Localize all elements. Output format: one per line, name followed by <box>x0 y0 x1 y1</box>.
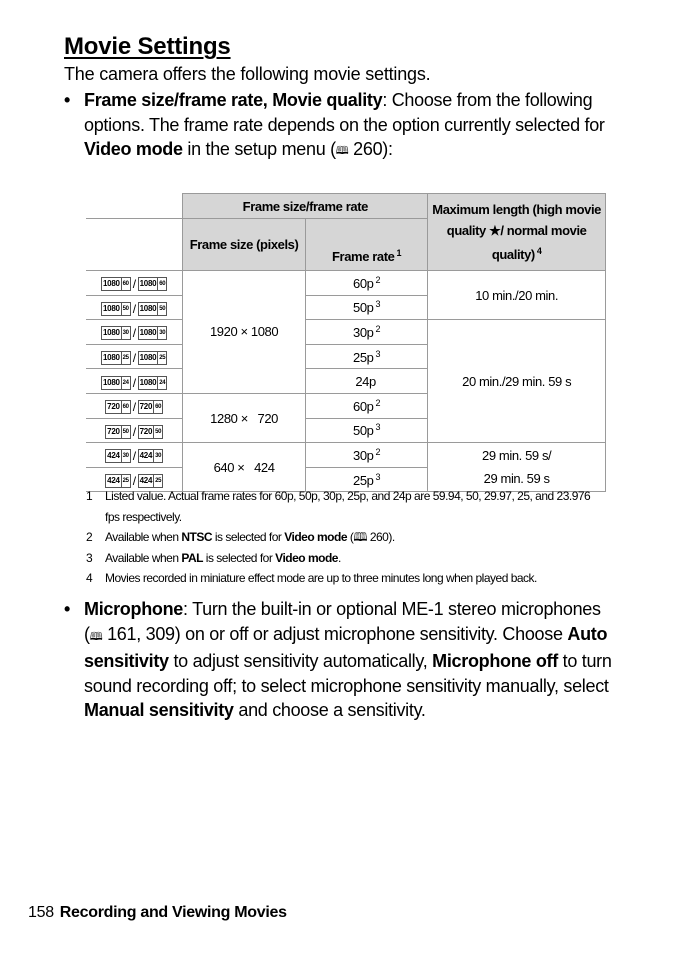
max-length-line: 29 min. 59 s <box>483 471 550 487</box>
footnote <box>86 486 606 527</box>
frame-size-cell: 1920 × 1080 <box>183 271 305 394</box>
video-mode-label: Video mode <box>84 139 183 159</box>
bullet-text: and choose a sensitivity. <box>233 700 426 720</box>
movie-settings-table <box>86 193 606 492</box>
footnote-number: 4 <box>86 571 93 585</box>
page-title: Movie Settings <box>64 33 231 60</box>
movie-1080-icon: 1080 50 <box>138 302 168 316</box>
bullet-text: : Choose from the following options. The frame rate depends on the option currently selected for <box>84 90 605 135</box>
bullet-label: Microphone <box>84 599 183 619</box>
frame-rate-cell: 30p $^2$ <box>305 320 427 345</box>
book-icon: 🕮 <box>89 629 103 643</box>
bullet-frame-size <box>84 88 614 162</box>
movie-1080-icon: 1080 25 <box>101 351 131 365</box>
footnote <box>86 568 606 589</box>
movie-1080-icon: 1080 60 <box>138 277 168 291</box>
bullet-text: in the setup menu ( <box>182 139 336 159</box>
movie-1080-icon: 1080 25 <box>138 351 168 365</box>
footnote <box>86 548 606 569</box>
header-frame-size-rate: Frame size/frame rate <box>183 194 428 219</box>
auto-sensitivity-label: Auto sensitivity <box>84 623 608 671</box>
bullet-text: : Turn the built-in or optional ME-1 stereo microphones ( <box>84 599 601 644</box>
page-footer <box>28 904 287 922</box>
frame-size-cell: 1280 × 720 <box>183 393 305 442</box>
movie-size-icons: 1080 50 / 1080 50 <box>103 301 166 316</box>
footnote-number: 3 <box>86 550 93 565</box>
footnote-text: . <box>337 550 341 565</box>
footnote-number: 2 <box>86 530 93 544</box>
max-length-cell: 10 min./20 min. <box>428 271 606 320</box>
frame-rate-cell: 25p $^3$ <box>305 467 427 492</box>
footnote-text: is selected for <box>212 530 285 544</box>
max-length-cell <box>428 443 606 492</box>
page-reference: 260): <box>348 139 393 159</box>
movie-size-icons: 424 30 / 424 30 <box>107 449 162 464</box>
header-max-length <box>428 194 606 271</box>
footnote-text: is selected for <box>202 550 276 565</box>
movie-424-icon: 424 30 <box>138 449 164 463</box>
movie-1080-icon: 1080 30 <box>138 326 168 340</box>
footnote-text: (🕮 260). <box>347 530 395 544</box>
video-mode-label: Video mode <box>275 550 338 565</box>
movie-1080-icon: 1080 30 <box>101 326 131 340</box>
header-frame-rate <box>305 219 427 271</box>
footnotes <box>86 486 606 589</box>
table-row <box>86 271 606 296</box>
movie-424-icon: 424 30 <box>105 449 131 463</box>
movie-1080-icon: 1080 50 <box>101 302 131 316</box>
movie-424-icon: 424 25 <box>105 474 131 488</box>
movie-1080-icon: 1080 24 <box>101 376 131 390</box>
max-length-line: 29 min. 59 s/ <box>482 448 552 464</box>
bullet-label: Frame size/frame rate, Movie quality <box>84 90 383 110</box>
footnote-text: Listed value. Actual frame rates for 60p, 50p, 30p, 25p, and 24p are 59.94, 50, 29.97, 25, and 23.976 fps respectively. <box>105 489 591 524</box>
movie-size-icons: 1080 60 / 1080 60 <box>103 277 166 292</box>
footnote <box>86 527 606 548</box>
frame-rate-cell: 30p $^2$ <box>305 443 427 468</box>
movie-720-icon: 720 60 <box>105 400 131 414</box>
footnote-text: Available when <box>105 550 182 565</box>
header-max-text: Maximum length (high movie quality ★/ normal movie quality) <box>432 202 602 262</box>
frame-rate-cell: 60p $^2$ <box>305 271 427 296</box>
bullet-text: to turn sound recording off; to select microphone sensitivity manually, select <box>84 651 612 696</box>
movie-720-icon: 720 50 <box>138 425 164 439</box>
footnote-text: Movies recorded in miniature effect mode are up to three minutes long when played back. <box>105 571 537 585</box>
header-frame-size: Frame size (pixels) <box>183 219 305 271</box>
table-row <box>86 320 606 345</box>
frame-size-cell: 640 × 424 <box>183 443 305 492</box>
movie-size-icons: 1080 24 / 1080 24 <box>103 375 166 390</box>
frame-rate-cell: 25p $^3$ <box>305 344 427 369</box>
bullet-microphone <box>84 597 614 723</box>
footnote-number: 1 <box>86 489 93 503</box>
frame-rate-cell: 24p <box>305 369 427 394</box>
microphone-off-label: Microphone off <box>432 651 558 671</box>
manual-sensitivity-label: Manual sensitivity <box>84 700 234 720</box>
movie-424-icon: 424 25 <box>138 474 164 488</box>
frame-rate-cell: 60p $^2$ <box>305 393 427 418</box>
frame-rate-cell: 50p $^3$ <box>305 295 427 320</box>
section-title: Recording and Viewing Movies <box>59 904 287 921</box>
movie-size-icons: 720 50 / 720 50 <box>107 424 162 439</box>
movie-1080-icon: 1080 60 <box>101 277 131 291</box>
ntsc-label: NTSC <box>181 530 213 544</box>
movie-size-icons: 1080 30 / 1080 30 <box>103 326 166 341</box>
bullet-text: 161, 309) on or off or adjust microphone sensitivity. Choose <box>102 623 568 644</box>
video-mode-label: Video mode <box>284 530 348 544</box>
intro-text: The camera offers the following movie settings. <box>64 64 431 84</box>
footnote-text: Available when <box>105 530 182 544</box>
movie-size-icons: 720 60 / 720 60 <box>107 400 162 415</box>
bullet-text: to adjust sensitivity automatically, <box>168 651 433 671</box>
pal-label: PAL <box>181 550 203 565</box>
page-number: 158 <box>28 904 54 921</box>
movie-size-icons: 1080 25 / 1080 25 <box>103 351 166 366</box>
movie-720-icon: 720 50 <box>105 425 131 439</box>
movie-size-icons: 424 25 / 424 25 <box>107 474 162 489</box>
book-icon: 🕮 <box>335 144 349 157</box>
movie-720-icon: 720 60 <box>138 400 164 414</box>
movie-1080-icon: 1080 24 <box>138 376 168 390</box>
header-frame-rate-text: Frame rate <box>332 249 395 264</box>
table-row <box>86 443 606 468</box>
footnote-ref: 1 <box>396 248 402 258</box>
max-length-cell: 20 min./29 min. 59 s <box>428 320 606 443</box>
footnote-ref: 4 <box>536 246 542 256</box>
frame-rate-cell: 50p $^3$ <box>305 418 427 443</box>
